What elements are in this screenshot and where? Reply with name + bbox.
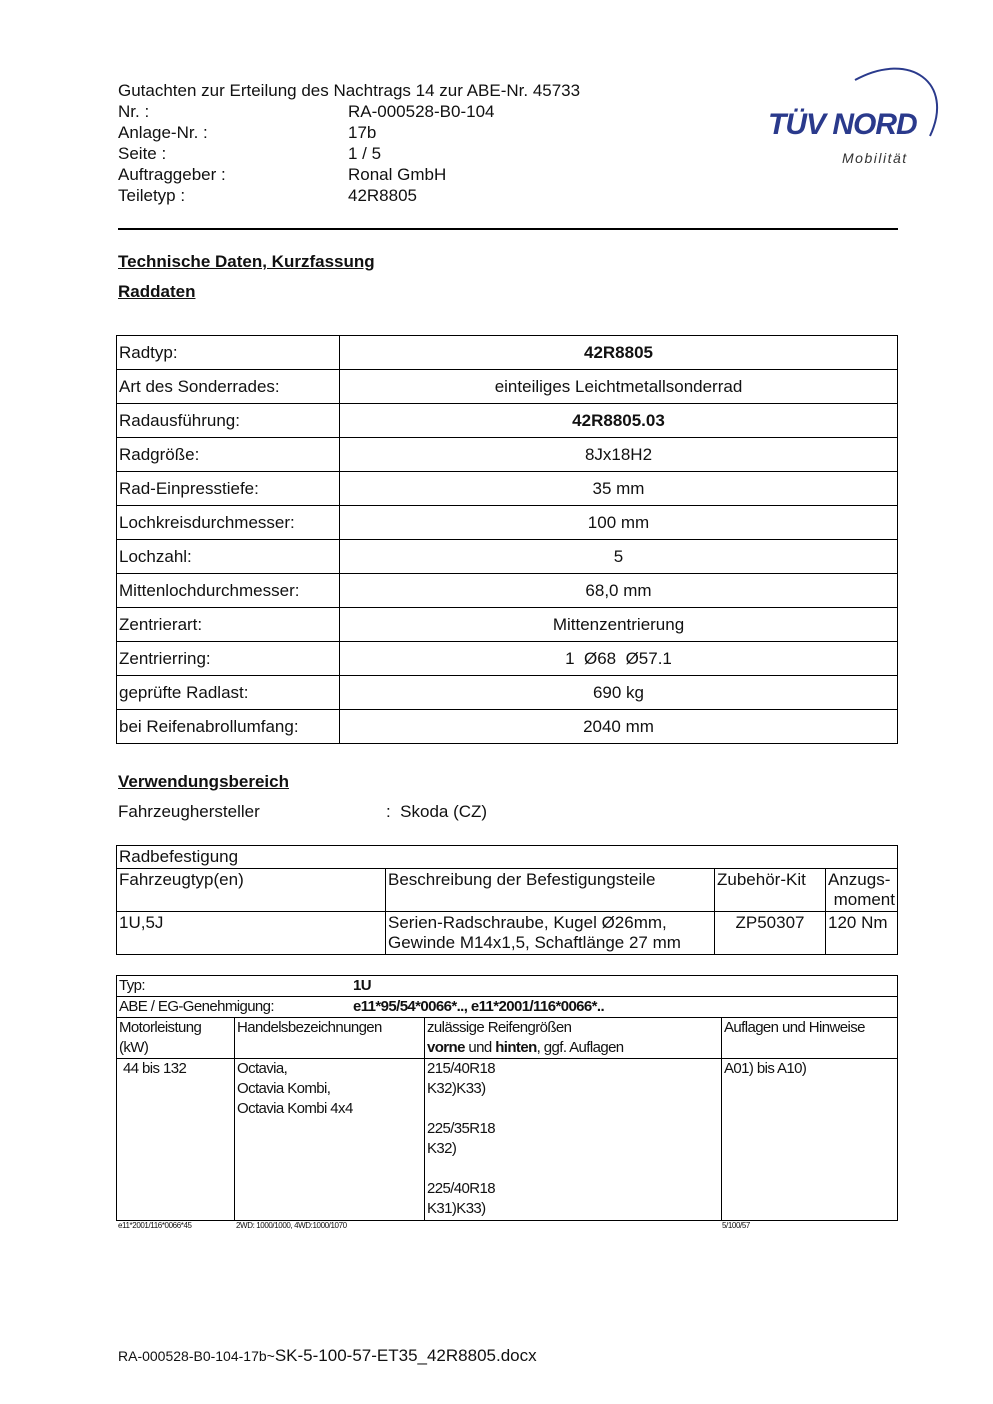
header-value: RA-000528-B0-104 bbox=[348, 102, 495, 121]
row-value: 42R8805 bbox=[340, 336, 898, 370]
logo-subtitle: Mobilität bbox=[842, 150, 908, 166]
header-label: Anlage-Nr. : bbox=[118, 123, 208, 142]
header-value: Ronal GmbH bbox=[348, 165, 447, 184]
table-row bbox=[117, 608, 898, 642]
section-title-verwendungsbereich: Verwendungsbereich bbox=[118, 772, 289, 791]
tire-header-suffix: , ggf. Auflagen bbox=[536, 1039, 624, 1056]
row-label: Zentrierring: bbox=[117, 642, 340, 676]
cell-motorleistung: 44 bis 132 bbox=[117, 1059, 235, 1221]
header-title: Gutachten zur Erteilung des Nachtrags 14 zur ABE-Nr. 45733 bbox=[118, 81, 581, 100]
fahrzeughersteller-line bbox=[118, 802, 487, 822]
row-label: Art des Sonderrades: bbox=[117, 370, 340, 404]
section-title-raddaten: Raddaten bbox=[118, 282, 196, 301]
table-row bbox=[117, 370, 898, 404]
row-label: Radgröße: bbox=[117, 438, 340, 472]
cell-zubehoer-kit: ZP50307 bbox=[715, 912, 826, 955]
table-row bbox=[117, 506, 898, 540]
raddaten-table bbox=[116, 335, 898, 744]
logo-name: TÜV NORD bbox=[768, 108, 917, 141]
tire-size: 215/40R18 bbox=[427, 1060, 495, 1077]
tire-codes: K32) bbox=[427, 1140, 457, 1157]
column-header: Anzugs- moment bbox=[826, 869, 898, 912]
hersteller-label: Fahrzeughersteller bbox=[118, 802, 260, 821]
typ-table bbox=[116, 975, 898, 1221]
tire-size: 225/40R18 bbox=[427, 1180, 495, 1197]
header-value: 42R8805 bbox=[348, 186, 418, 205]
header-divider bbox=[118, 228, 898, 230]
cell-reifengroessen bbox=[425, 1059, 722, 1221]
table-row bbox=[117, 438, 898, 472]
typ-line bbox=[117, 976, 898, 997]
row-value: 68,0 mm bbox=[340, 574, 898, 608]
row-value: einteiliges Leichtmetallsonderrad bbox=[340, 370, 898, 404]
model-name: Octavia, bbox=[237, 1060, 288, 1077]
radbefestigung-title: Radbefestigung bbox=[117, 846, 898, 869]
row-value: 690 kg bbox=[340, 676, 898, 710]
table-row bbox=[117, 676, 898, 710]
abe-value: e11*95/54*0066*.., e11*2001/116*0066*.. bbox=[353, 998, 605, 1015]
table-row bbox=[117, 997, 898, 1018]
row-value: 2040 mm bbox=[340, 710, 898, 744]
row-label: Zentrierart: bbox=[117, 608, 340, 642]
row-value: 5 bbox=[340, 540, 898, 574]
hersteller-value: : Skoda (CZ) bbox=[386, 802, 488, 821]
footer-filename: SK-5-100-57-ET35_42R8805.docx bbox=[274, 1346, 537, 1365]
table-row bbox=[117, 574, 898, 608]
column-header: Beschreibung der Befestigungsteile bbox=[386, 869, 715, 912]
table-header-row bbox=[117, 869, 898, 912]
tire-header-and: und bbox=[464, 1039, 496, 1056]
row-label: Radtyp: bbox=[117, 336, 340, 370]
column-header: Zubehör-Kit bbox=[715, 869, 826, 912]
row-label: Lochzahl: bbox=[117, 540, 340, 574]
table-footnote-axle-load: 2WD: 1000/1000, 4WD:1000/1070 bbox=[236, 1221, 347, 1230]
tire-header-front: vorne bbox=[427, 1039, 465, 1056]
header-label: Nr. : bbox=[118, 102, 150, 121]
footer-doc-id: RA-000528-B0-104-17b~ bbox=[118, 1348, 275, 1364]
column-header: Motorleistung (kW) bbox=[117, 1018, 235, 1059]
table-row bbox=[117, 642, 898, 676]
table-row bbox=[117, 336, 898, 370]
row-value: 100 mm bbox=[340, 506, 898, 540]
page-footer bbox=[118, 1346, 537, 1366]
header-label: Seite : bbox=[118, 144, 167, 163]
row-label: geprüfte Radlast: bbox=[117, 676, 340, 710]
column-header bbox=[425, 1018, 722, 1059]
table-row bbox=[117, 540, 898, 574]
row-value: 42R8805.03 bbox=[340, 404, 898, 438]
header-label: Teiletyp : bbox=[118, 186, 186, 205]
tire-size: 225/35R18 bbox=[427, 1120, 495, 1137]
row-label: bei Reifenabrollumfang: bbox=[117, 710, 340, 744]
typ-value: 1U bbox=[353, 977, 371, 994]
cell-handelsbezeichnungen bbox=[235, 1059, 425, 1221]
cell-fahrzeugtyp: 1U,5J bbox=[117, 912, 386, 955]
header-label: Auftraggeber : bbox=[118, 165, 226, 184]
table-row bbox=[117, 710, 898, 744]
section-title-technische-daten: Technische Daten, Kurzfassung bbox=[118, 252, 375, 271]
table-row bbox=[117, 404, 898, 438]
model-name: Octavia Kombi 4x4 bbox=[237, 1100, 353, 1117]
table-row bbox=[117, 472, 898, 506]
row-label: Rad-Einpresstiefe: bbox=[117, 472, 340, 506]
tire-codes: K31)K33) bbox=[427, 1200, 486, 1217]
typ-label: Typ: bbox=[119, 977, 145, 994]
header-value: 1 / 5 bbox=[348, 144, 382, 163]
row-value: 35 mm bbox=[340, 472, 898, 506]
tire-codes: K32)K33) bbox=[427, 1080, 486, 1097]
column-header: Auflagen und Hinweise bbox=[722, 1018, 898, 1059]
abe-label: ABE / EG-Genehmigung: bbox=[119, 998, 274, 1015]
document-header bbox=[118, 80, 580, 206]
radbefestigung-table bbox=[116, 845, 898, 955]
tire-header-rear: hinten bbox=[495, 1039, 537, 1056]
table-footnote-approval: e11*2001/116*0066*45 bbox=[118, 1221, 192, 1230]
row-label: Mittenlochdurchmesser: bbox=[117, 574, 340, 608]
table-footnote-bolt-pattern: 5/100/57 bbox=[722, 1221, 750, 1230]
tire-header-title: zulässige Reifengrößen bbox=[427, 1019, 572, 1036]
row-value: Mittenzentrierung bbox=[340, 608, 898, 642]
abe-line bbox=[117, 997, 898, 1018]
row-value: 1 Ø68 Ø57.1 bbox=[340, 642, 898, 676]
table-row bbox=[117, 976, 898, 997]
table-row bbox=[117, 1059, 898, 1221]
cell-beschreibung: Serien-Radschraube, Kugel Ø26mm, Gewinde M14x1,5, Schaftlänge 27 mm bbox=[386, 912, 715, 955]
tuev-nord-logo bbox=[760, 58, 940, 173]
cell-auflagen: A01) bis A10) bbox=[722, 1059, 898, 1221]
table-header-row bbox=[117, 1018, 898, 1059]
row-label: Radausführung: bbox=[117, 404, 340, 438]
row-value: 8Jx18H2 bbox=[340, 438, 898, 472]
column-header: Fahrzeugtyp(en) bbox=[117, 869, 386, 912]
header-value: 17b bbox=[348, 123, 377, 142]
column-header: Handelsbezeichnungen bbox=[235, 1018, 425, 1059]
table-row bbox=[117, 912, 898, 955]
table-row bbox=[117, 846, 898, 869]
model-name: Octavia Kombi, bbox=[237, 1080, 331, 1097]
cell-anzugsmoment: 120 Nm bbox=[826, 912, 898, 955]
row-label: Lochkreisdurchmesser: bbox=[117, 506, 340, 540]
